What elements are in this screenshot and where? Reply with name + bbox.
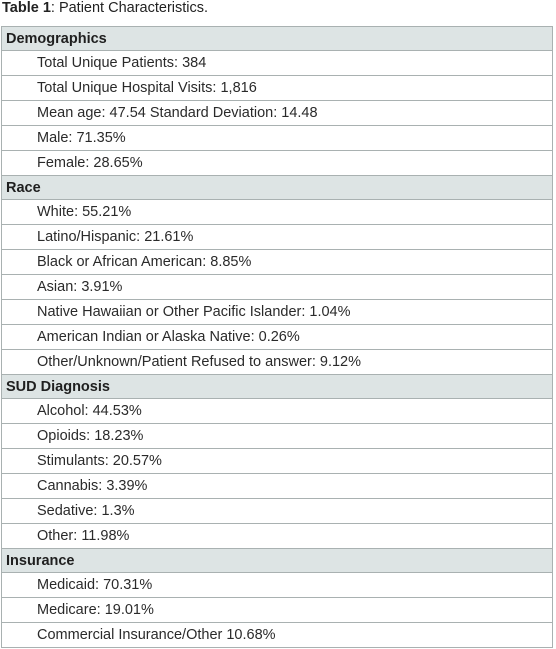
section-header-row xyxy=(2,375,553,399)
table-row xyxy=(2,598,553,623)
table-caption-label: Table 1 xyxy=(2,0,51,16)
table-row xyxy=(2,151,553,176)
table-row xyxy=(2,51,553,76)
table-row xyxy=(2,325,553,350)
table-row xyxy=(2,474,553,499)
table-cell: Mean age: 47.54 Standard Deviation: 14.48 xyxy=(2,101,553,126)
patient-characteristics-table xyxy=(1,26,553,648)
table-cell: Female: 28.65% xyxy=(2,151,553,176)
table-row xyxy=(2,449,553,474)
table-caption xyxy=(0,0,556,23)
table-cell: Commercial Insurance/Other 10.68% xyxy=(2,623,553,648)
table-row xyxy=(2,524,553,549)
table-row xyxy=(2,200,553,225)
table-cell: American Indian or Alaska Native: 0.26% xyxy=(2,325,553,350)
table-cell: White: 55.21% xyxy=(2,200,553,225)
table-row xyxy=(2,399,553,424)
table-row xyxy=(2,623,553,648)
table-row xyxy=(2,350,553,375)
table-cell: Other: 11.98% xyxy=(2,524,553,549)
table-row xyxy=(2,126,553,151)
table-cell: Total Unique Hospital Visits: 1,816 xyxy=(2,76,553,101)
table-cell: Asian: 3.91% xyxy=(2,275,553,300)
table-cell: Male: 71.35% xyxy=(2,126,553,151)
table-row xyxy=(2,76,553,101)
table-cell: Stimulants: 20.57% xyxy=(2,449,553,474)
table-row xyxy=(2,300,553,325)
table-cell: Sedative: 1.3% xyxy=(2,499,553,524)
table-cell: Total Unique Patients: 384 xyxy=(2,51,553,76)
section-title-demographics: Demographics xyxy=(2,27,553,51)
table-caption-text: : Patient Characteristics. xyxy=(50,0,209,16)
table-row xyxy=(2,499,553,524)
table-cell: Other/Unknown/Patient Refused to answer: 9.12% xyxy=(2,350,553,375)
table-cell: Medicaid: 70.31% xyxy=(2,573,553,598)
table-row xyxy=(2,424,553,449)
table-row xyxy=(2,101,553,126)
section-header-row xyxy=(2,549,553,573)
table-cell: Black or African American: 8.85% xyxy=(2,250,553,275)
table-cell: Opioids: 18.23% xyxy=(2,424,553,449)
section-title-sud-diagnosis: SUD Diagnosis xyxy=(2,375,553,399)
section-header-row xyxy=(2,176,553,200)
table-row xyxy=(2,250,553,275)
table-cell: Latino/Hispanic: 21.61% xyxy=(2,225,553,250)
table-row xyxy=(2,225,553,250)
table-cell: Native Hawaiian or Other Pacific Islander: 1.04% xyxy=(2,300,553,325)
section-title-race: Race xyxy=(2,176,553,200)
table-cell: Alcohol: 44.53% xyxy=(2,399,553,424)
table-row xyxy=(2,275,553,300)
section-title-insurance: Insurance xyxy=(2,549,553,573)
table-row xyxy=(2,573,553,598)
section-header-row xyxy=(2,27,553,51)
table-cell: Cannabis: 3.39% xyxy=(2,474,553,499)
table-cell: Medicare: 19.01% xyxy=(2,598,553,623)
